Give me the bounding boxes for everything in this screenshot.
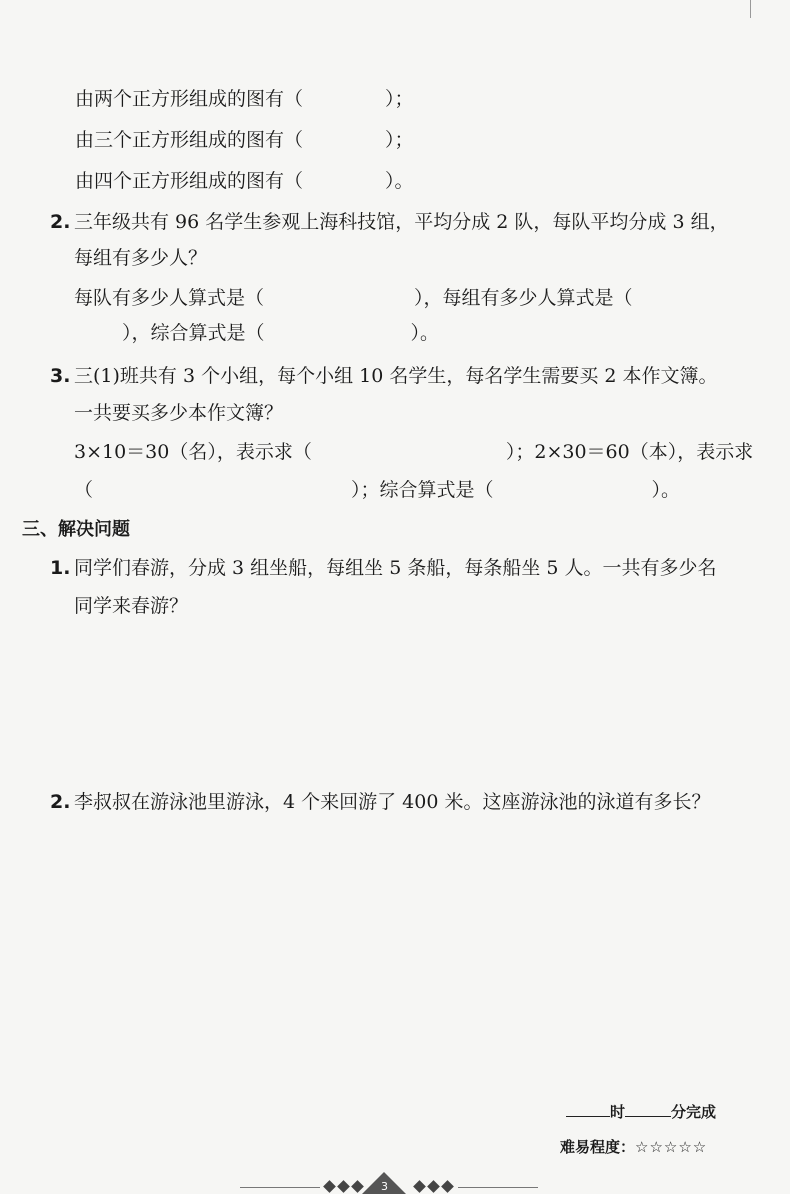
edge-mark — [750, 0, 751, 18]
line-text: （ — [74, 479, 94, 501]
diamond-icon — [337, 1180, 350, 1193]
formula-line — [74, 286, 633, 310]
formula-line — [74, 440, 753, 464]
answer-area[interactable] — [74, 826, 734, 1086]
line-text: 由两个正方形组成的图有（ — [75, 88, 304, 110]
diamond-icon — [441, 1180, 454, 1193]
question-number: 3. — [50, 365, 71, 387]
line-text: 3×10＝30（名），表示求（ — [74, 441, 312, 463]
line-text: 由三个正方形组成的图有（ — [75, 129, 304, 151]
line-text: ），每组有多少人算式是（ — [414, 287, 633, 309]
formula-line — [74, 321, 439, 345]
difficulty-label: 难易程度： — [560, 1138, 636, 1156]
line-text: ）。 — [651, 479, 681, 501]
hour-label: 时 — [610, 1103, 626, 1121]
divider — [458, 1187, 538, 1188]
line-text: ）；2×30＝60（本），表示求 — [505, 441, 754, 463]
answer-area[interactable] — [74, 630, 734, 780]
diamond-icon — [323, 1180, 336, 1193]
star-rating-icon: ☆☆☆☆☆ — [635, 1138, 708, 1156]
page-number: 3 — [381, 1180, 388, 1193]
fill-line-two-squares — [75, 87, 414, 111]
section-title: 三、解决问题 — [22, 519, 130, 540]
difficulty-rating — [560, 1135, 707, 1159]
question-text: 每组有多少人？ — [74, 247, 208, 269]
minute-blank[interactable] — [625, 1101, 671, 1117]
line-text: ）； — [385, 88, 414, 110]
question-text: 三(1)班共有 3 个小组，每个小组 10 名学生，每名学生需要买 2 本作文簿。 — [74, 365, 718, 387]
fill-line-three-squares — [75, 128, 414, 152]
line-text: ）。 — [410, 322, 440, 344]
formula-line — [74, 478, 680, 502]
question-text: 同学们春游，分成 3 组坐船，每组坐 5 条船，每条船坐 5 人。一共有多少名 — [74, 557, 717, 579]
question-text: 一共要买多少本作文簿？ — [74, 402, 284, 424]
question-text: 李叔叔在游泳池里游泳，4 个来回游了 400 米。这座游泳池的泳道有多长？ — [74, 791, 711, 813]
question-number: 1. — [50, 557, 71, 579]
hour-blank[interactable] — [566, 1101, 610, 1117]
question-number: 2. — [50, 211, 71, 233]
question-text: 三年级共有 96 名学生参观上海科技馆，平均分成 2 队，每队平均分成 3 组， — [74, 211, 729, 233]
diamond-icon — [427, 1180, 440, 1193]
line-text: ），综合算式是（ — [122, 322, 265, 344]
fill-line-four-squares — [75, 169, 414, 193]
question-text: 同学来春游？ — [74, 595, 189, 617]
diamond-icon — [413, 1180, 426, 1193]
line-text: ）。 — [385, 170, 414, 192]
question-number: 2. — [50, 791, 71, 813]
divider — [240, 1187, 320, 1188]
completion-time — [566, 1100, 716, 1124]
line-text: 由四个正方形组成的图有（ — [75, 170, 304, 192]
line-text: ）；综合算式是（ — [351, 479, 494, 501]
line-text: 每队有多少人算式是（ — [74, 287, 265, 309]
line-text: ）； — [385, 129, 414, 151]
minute-label: 分完成 — [671, 1103, 717, 1121]
